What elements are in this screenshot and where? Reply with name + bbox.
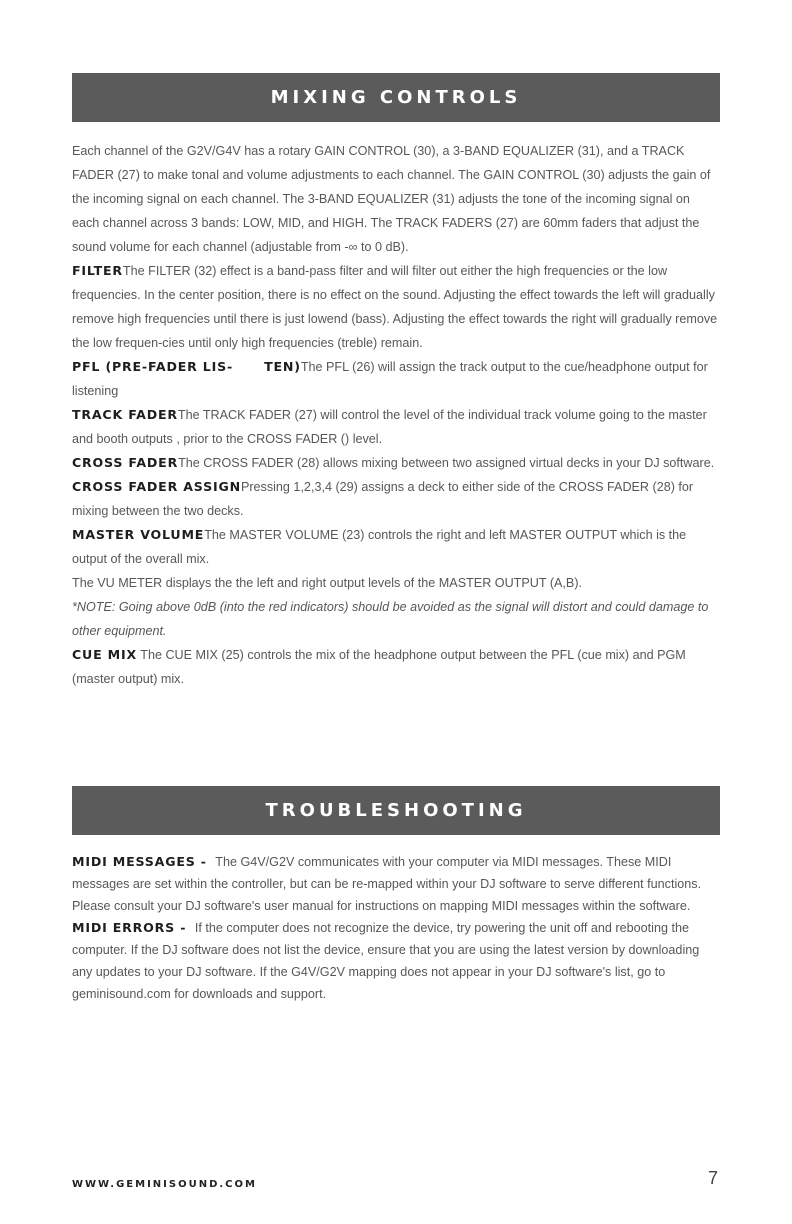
troubleshooting-body xyxy=(72,851,720,1005)
note-paragraph: *NOTE: Going above 0dB (into the red indicators) should be avoided as the signal will distort and could damage to other equipment. xyxy=(72,600,709,638)
cross-fader-text: The CROSS FADER (28) allows mixing between two assigned virtual decks in your DJ software. xyxy=(178,456,715,470)
filter-text: The FILTER (32) effect is a band-pass filter and will filter out either the high frequencies or the low frequencies. In the center position, there is no effect on the sound. Adjusting the effect towards the left will gradually remove high frequencies until there is just lowend (bass). Adjusting the effect towards the right will gradually remove the low frequen-cies until only high frequencies (treble) remain. xyxy=(72,264,718,350)
cross-fader-assign-label: CROSS FADER ASSIGN xyxy=(72,479,241,494)
master-volume-label: MASTER VOLUME xyxy=(72,527,205,542)
page-number: 7 xyxy=(708,1168,719,1188)
pfl-label: PFL (PRE-FADER LIS- TEN) xyxy=(72,359,301,374)
midi-errors-paragraph xyxy=(72,917,720,1005)
cue-mix-label: CUE MIX xyxy=(72,647,137,662)
vu-meter-paragraph: The VU METER displays the the left and right output levels of the MASTER OUTPUT (A,B). xyxy=(72,576,583,590)
section-title: TROUBLESHOOTING xyxy=(265,800,527,821)
cue-mix-paragraph xyxy=(72,643,720,691)
track-fader-text: The TRACK FADER (27) will control the level of the individual track volume going to the master and booth outputs , prior to the CROSS FADER () level. xyxy=(72,408,707,446)
filter-paragraph xyxy=(72,259,720,355)
filter-label: FILTER xyxy=(72,263,123,278)
section-title: MIXING CONTROLS xyxy=(270,87,522,108)
cue-mix-text: The CUE MIX (25) controls the mix of the headphone output between the PFL (cue mix) and PGM (master output) mix. xyxy=(72,648,686,686)
midi-messages-paragraph xyxy=(72,851,720,917)
master-volume-paragraph xyxy=(72,523,720,571)
cross-fader-assign-paragraph xyxy=(72,475,720,523)
section-header-troubleshooting xyxy=(72,786,720,835)
section-header-mixing-controls xyxy=(72,73,720,122)
midi-errors-label: MIDI ERRORS - xyxy=(72,920,192,935)
midi-errors-text: If the computer does not recognize the device, try powering the unit off and rebooting the computer. If the DJ software does not list the device, ensure that you are using the latest version by downloading any updates to your DJ software. If the G4V/G2V mapping does not appear in your DJ software's list, go to geminisound.com for downloads and support. xyxy=(72,921,700,1001)
cross-fader-paragraph xyxy=(72,451,720,475)
track-fader-label: TRACK FADER xyxy=(72,407,178,422)
mixing-controls-body xyxy=(72,139,720,691)
footer-website-url: WWW.GEMINISOUND.COM xyxy=(72,1179,257,1190)
midi-messages-text: The G4V/G2V communicates with your computer via MIDI messages. These MIDI messages are set within the controller, but can be re-mapped within your DJ software to serve different functions. Please consult your DJ software's user manual for instructions on mapping MIDI messages within the software. xyxy=(72,855,702,913)
midi-messages-label: MIDI MESSAGES - xyxy=(72,854,213,869)
pfl-text: The PFL (26) will assign the track output to the cue/headphone output for listening xyxy=(72,360,708,398)
pfl-paragraph xyxy=(72,355,720,403)
master-volume-text: The MASTER VOLUME (23) controls the right and left MASTER OUTPUT which is the output of the overall mix. xyxy=(72,528,687,566)
cross-fader-label: CROSS FADER xyxy=(72,455,179,470)
cross-fader-assign-text: Pressing 1,2,3,4 (29) assigns a deck to either side of the CROSS FADER (28) for mixing between the two decks. xyxy=(72,480,694,518)
mixing-intro-paragraph: Each channel of the G2V/G4V has a rotary GAIN CONTROL (30), a 3-BAND EQUALIZER (31), and a TRACK FADER (27) to make tonal and volume adjustments to each channel. The GAIN CONTROL (30) adjusts the gain of the incoming signal on each channel. The 3-BAND EQUALIZER (31) adjusts the tone of the incoming signal on each channel across 3 bands: LOW, MID, and HIGH. The TRACK FADERS (27) are 60mm faders that adjust the sound volume for each channel (adjustable from -∞ to 0 dB). xyxy=(72,144,711,254)
track-fader-paragraph xyxy=(72,403,720,451)
